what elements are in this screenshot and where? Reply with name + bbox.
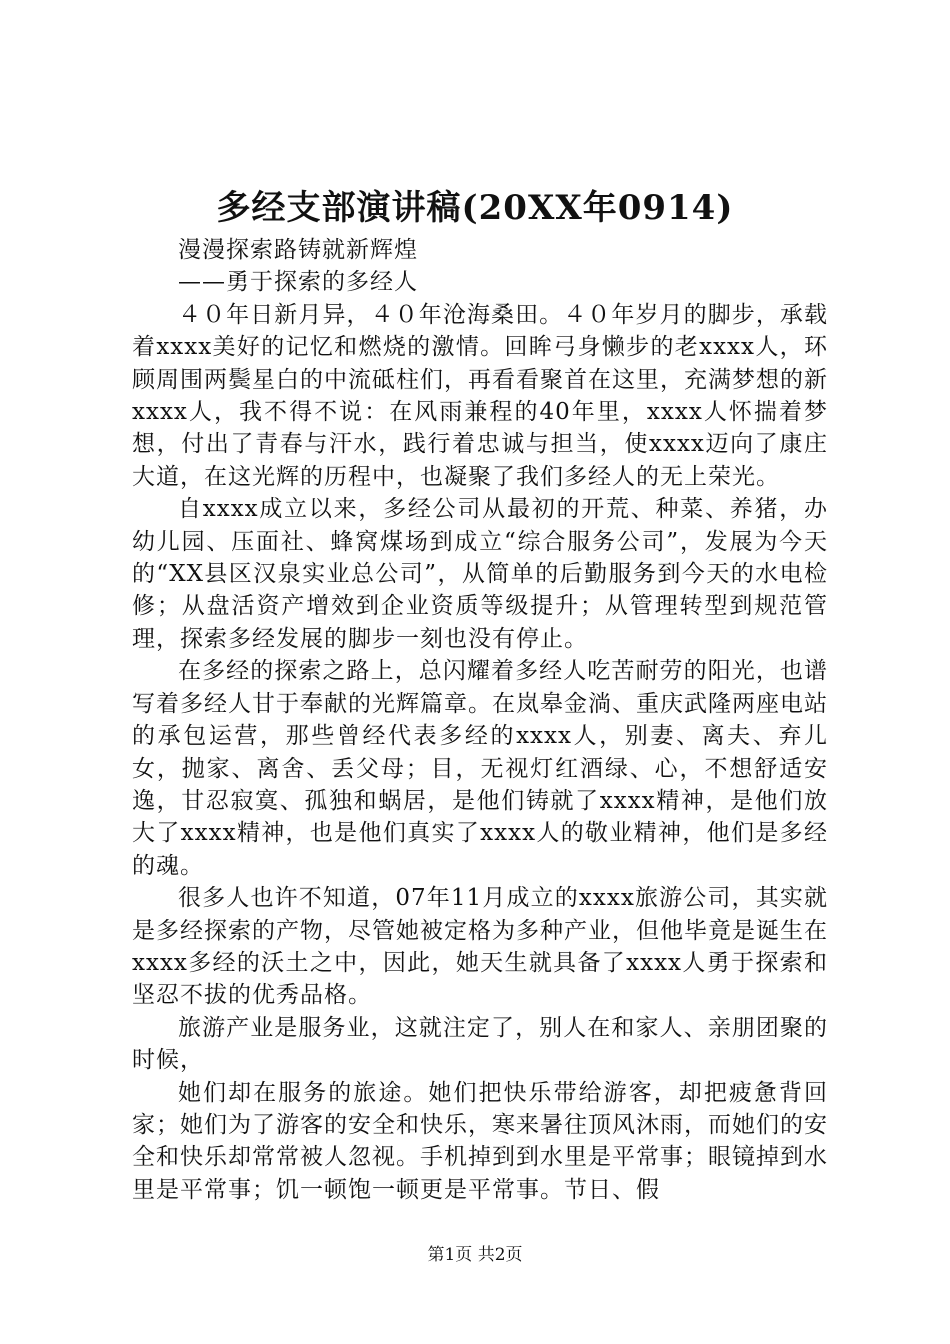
page-footer: 第1页 共2页 [427, 1245, 523, 1265]
document-body [132, 234, 828, 1206]
paragraph-6: 她们却在服务的旅途。她们把快乐带给游客，却把疲惫背回家；她们为了游客的安全和快乐，寒来暑往顶风沐雨，而她们的安全和快乐却常常被人忽视。手机掉到到水里是平常事；眼镜掉到水里是平常事；饥一顿饱一顿更是平常事。节日、假 [132, 1079, 828, 1203]
paragraph-4: 很多人也许不知道，07年11月成立的xxxx旅游公司，其实就是多经探索的产物，尽管她被定格为多种产业，但他毕竟是诞生在xxxx多经的沃土之中，因此，她天生就具备了xxxx人勇于探索和坚忍不拔的优秀品格。 [132, 885, 828, 1009]
paragraph-2: 自xxxx成立以来，多经公司从最初的开荒、种菜、养猪，办幼儿园、压面社、蜂窝煤场到成立“综合服务公司”，发展为今天的“XX县区汉泉实业总公司”，从简单的后勤服务到今天的水电检修；从盘活资产增效到企业资质等级提升；从管理转型到规范管理，探索多经发展的脚步一刻也没有停止。 [132, 496, 828, 652]
subtitle-line-1: 漫漫探索路铸就新辉煌 [178, 237, 418, 263]
document-title: 多经支部演讲稿(20XX年0914) [216, 188, 734, 228]
paragraph-1: ４０年日新月异，４０年沧海桑田。４０年岁月的脚步，承载着xxxx美好的记忆和燃烧的激情。回眸弓身懒步的老xxxx人，环顾周围两鬓星白的中流砥柱们，再看看聚首在这里，充满梦想的新xxxx人，我不得不说：在风雨兼程的40年里，xxxx人怀揣着梦想，付出了青春与汗水，践行着忠诚与担当，使xxxx迈向了康庄大道，在这光辉的历程中，也凝聚了我们多经人的无上荣光。 [132, 301, 828, 490]
paragraph-3: 在多经的探索之路上，总闪耀着多经人吃苦耐劳的阳光，也谱写着多经人甘于奉献的光辉篇章。在岚皋金淌、重庆武隆两座电站的承包运营，那些曾经代表多经的xxxx人，别妻、离夫、弃儿女，抛家、离舍、丢父母；目，无视灯红酒绿、心，不想舒适安逸，甘忍寂寞、孤独和蜗居，是他们铸就了xxxx精神，是他们放大了xxxx精神，也是他们真实了xxxx人的敬业精神，他们是多经的魂。 [132, 658, 828, 879]
paragraph-5: 旅游产业是服务业，这就注定了，别人在和家人、亲朋团聚的时候， [132, 1014, 828, 1074]
subtitle-line-2: ——勇于探索的多经人 [178, 269, 418, 296]
